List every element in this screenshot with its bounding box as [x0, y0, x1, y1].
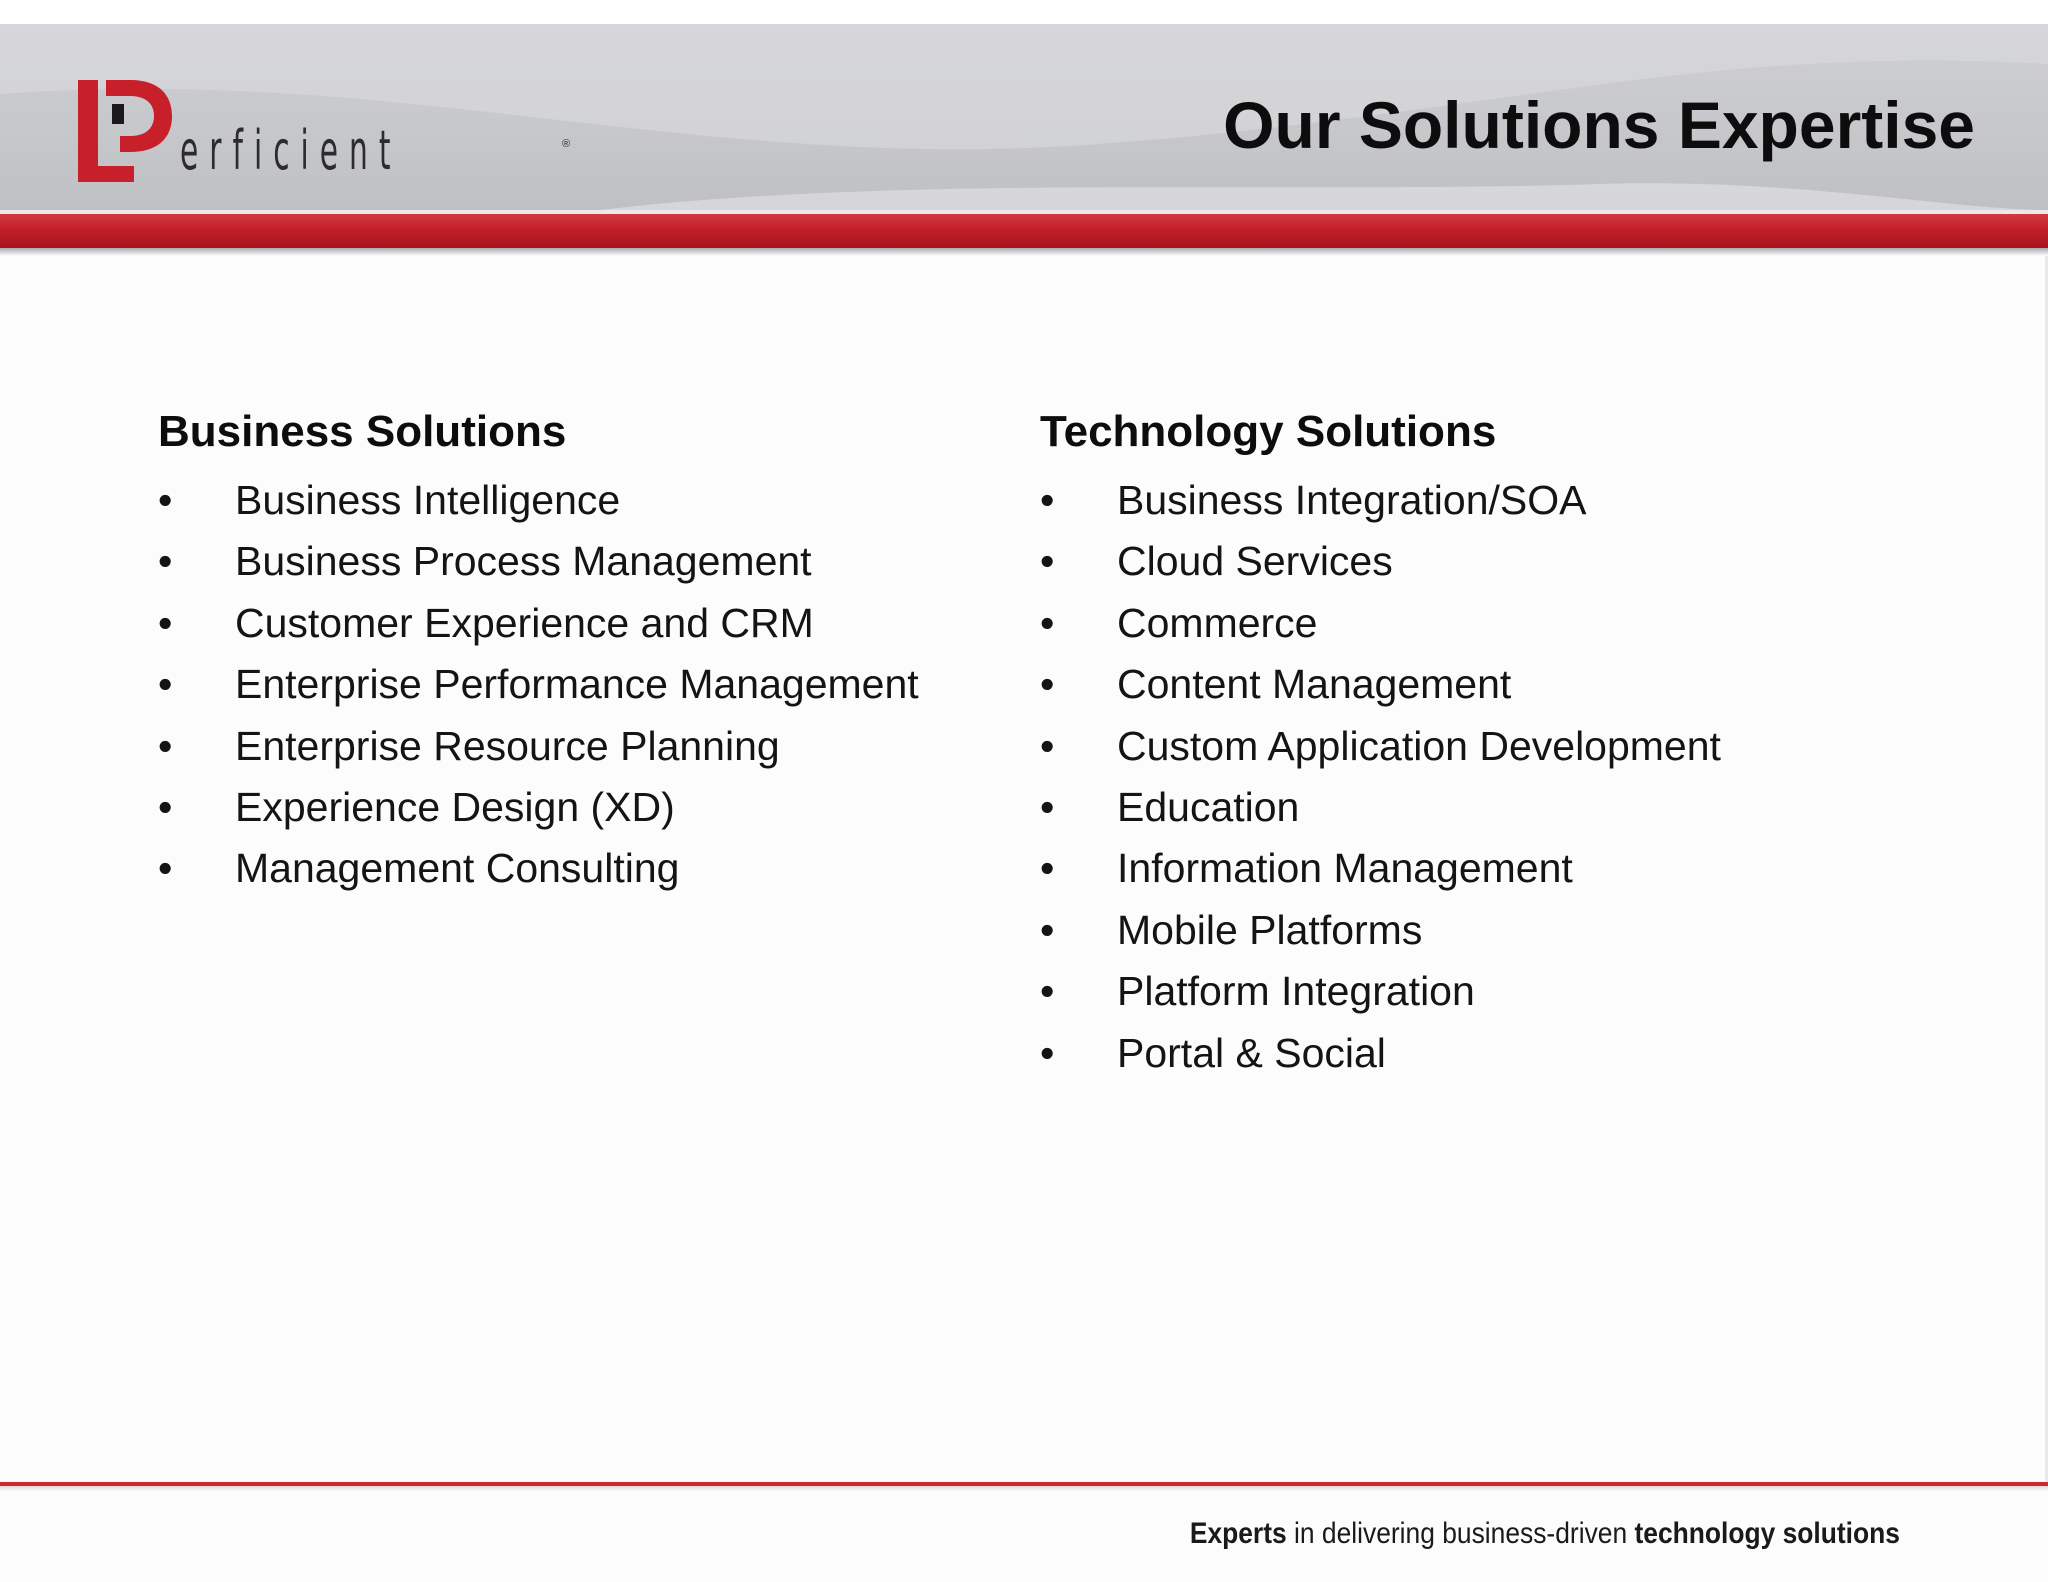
business-solutions-list [158, 476, 1018, 906]
registered-mark: ® [562, 138, 571, 150]
list-item-label: Education [1117, 783, 1300, 830]
list-item [158, 844, 1018, 905]
tagline-technology-solutions: technology solutions [1634, 1517, 1900, 1550]
bullet-icon: • [1040, 722, 1055, 769]
footer-shadow [0, 1486, 2048, 1491]
list-item [1040, 783, 1900, 844]
bullet-icon: • [158, 477, 173, 523]
list-item-label: Business Integration/SOA [1117, 477, 1587, 523]
list-item [158, 599, 1018, 660]
list-item-label: Management Consulting [235, 845, 680, 892]
list-item [1040, 599, 1900, 660]
bullet-icon: • [158, 538, 173, 585]
page-title: Our Solutions Expertise [1223, 88, 1975, 162]
business-solutions-heading: Business Solutions [158, 407, 567, 456]
list-item [158, 537, 1018, 598]
list-item-label: Business Process Management [235, 538, 812, 585]
technology-solutions-heading: Technology Solutions [1040, 407, 1497, 456]
list-item [1040, 1029, 1900, 1090]
list-item-label: Business Intelligence [235, 477, 621, 523]
list-item [158, 476, 1018, 537]
bullet-icon: • [1040, 538, 1055, 585]
list-item-label: Customer Experience and CRM [235, 599, 814, 646]
bullet-icon: • [1040, 477, 1055, 523]
list-item-label: Information Management [1117, 845, 1573, 892]
logo-wordmark: erficient [180, 119, 402, 182]
bullet-icon: • [1040, 845, 1055, 892]
list-item-label: Commerce [1117, 599, 1318, 646]
list-item [1040, 722, 1900, 783]
bullet-icon: • [158, 845, 173, 892]
bullet-icon: • [1040, 906, 1055, 953]
tagline-middle: in delivering business-driven [1286, 1517, 1635, 1550]
perficient-logo [76, 76, 571, 186]
bullet-icon: • [1040, 1029, 1055, 1076]
bullet-icon: • [158, 783, 173, 830]
bullet-icon: • [158, 722, 173, 769]
list-item [1040, 476, 1900, 537]
band-shadow [0, 248, 2048, 256]
tagline-experts: Experts [1189, 1517, 1287, 1550]
list-item-label: Portal & Social [1117, 1029, 1386, 1076]
list-item-label: Experience Design (XD) [235, 783, 675, 830]
list-item [158, 660, 1018, 721]
list-item-label: Custom Application Development [1117, 722, 1721, 769]
slide [0, 24, 2048, 1582]
technology-solutions-list [1040, 476, 1900, 1090]
red-accent-band [0, 214, 2048, 248]
list-item-label: Cloud Services [1117, 538, 1393, 585]
bullet-icon: • [1040, 661, 1055, 708]
footer-tagline [1190, 1519, 1900, 1549]
business-solutions-column [158, 407, 1018, 906]
list-item [158, 722, 1018, 783]
bullet-icon: • [1040, 783, 1055, 830]
logo-p-mark-icon [76, 76, 176, 186]
bullet-icon: • [158, 599, 173, 646]
header-band [0, 24, 2048, 210]
list-item [158, 783, 1018, 844]
list-item [1040, 906, 1900, 967]
list-item-label: Enterprise Performance Management [235, 661, 919, 708]
list-item-label: Content Management [1117, 661, 1512, 708]
bullet-icon: • [1040, 599, 1055, 646]
list-item-label: Enterprise Resource Planning [235, 722, 780, 769]
bullet-icon: • [1040, 968, 1055, 1015]
list-item [1040, 537, 1900, 598]
list-item [1040, 967, 1900, 1028]
list-item [1040, 660, 1900, 721]
list-item-label: Platform Integration [1117, 968, 1475, 1015]
technology-solutions-column [1040, 407, 1900, 1090]
list-item-label: Mobile Platforms [1117, 906, 1423, 953]
bullet-icon: • [158, 661, 173, 708]
list-item [1040, 844, 1900, 905]
